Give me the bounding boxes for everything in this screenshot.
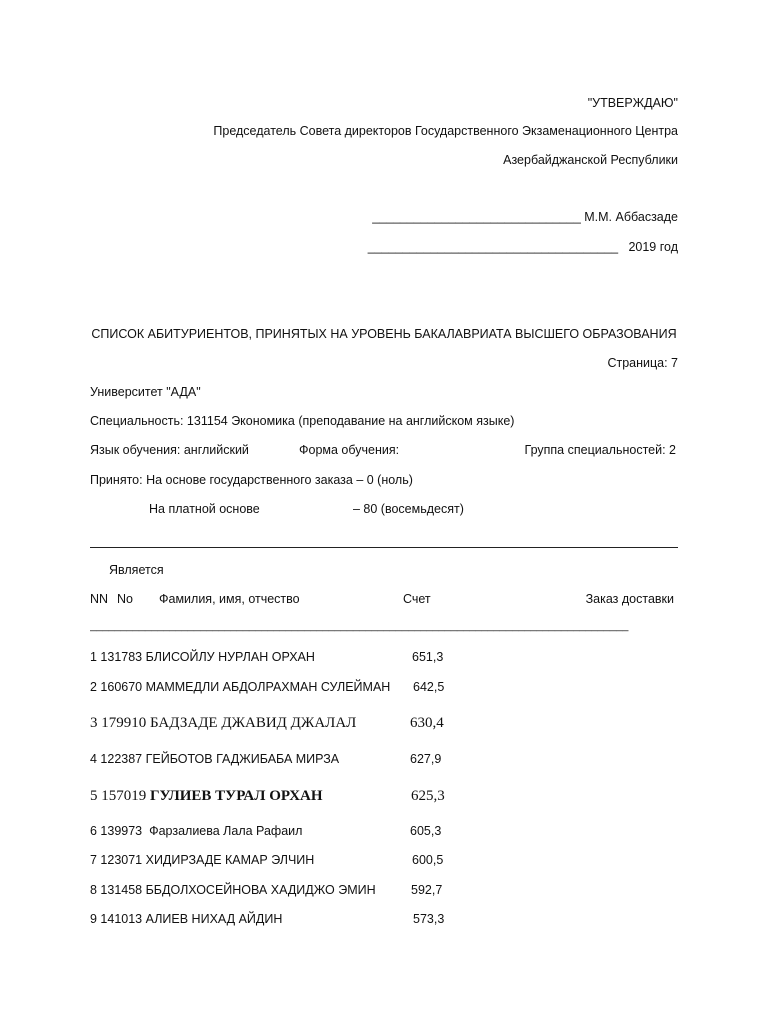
table-row-text: 8 131458 ББДОЛХОСЕЙНОВА ХАДИДЖО ЭМИН: [90, 883, 376, 897]
table-row-score: 573,3: [413, 912, 445, 926]
header-rule: [90, 547, 678, 548]
document-title: СПИСОК АБИТУРИЕНТОВ, ПРИНЯТЫХ НА УРОВЕНЬ БАКАЛАВРИАТА ВЫСШЕГО ОБРАЗОВАНИЯ: [91, 327, 677, 341]
approval-title: "УТВЕРЖДАЮ": [587, 96, 678, 110]
specialty-group: Группа специальностей: 2: [524, 443, 676, 457]
column-score: Счет: [403, 592, 431, 606]
study-form: Форма обучения:: [299, 443, 400, 457]
table-row-text: 2 160670 МАММЕДЛИ АБДОЛРАХМАН СУЛЕЙМАН: [90, 680, 391, 694]
table-row-score: 600,5: [412, 853, 444, 867]
table-row-text: 7 123071 ХИДИРЗАДЕ КАМАР ЭЛЧИН: [90, 853, 315, 867]
accepted-paid-value: – 80 (восемьдесят): [353, 502, 464, 516]
header-top-label: Является: [109, 563, 164, 577]
approval-line-2: Азербайджанской Республики: [503, 153, 678, 167]
table-row-text: 1 131783 БЛИСОЙЛУ НУРЛАН ОРХАН: [90, 650, 315, 664]
table-row-text: 3 179910 БАДЗАДЕ ДЖАВИД ДЖАЛАЛ: [90, 715, 357, 731]
column-name: Фамилия, имя, отчество: [159, 592, 300, 606]
table-row-text: 6 139973 Фарзалиева Лала Рафаил: [90, 824, 303, 838]
column-nn: NN: [90, 592, 109, 606]
table-row-number: 5 157019: [90, 788, 147, 804]
accepted-state-order: Принято: На основе государственного заказа – 0 (ноль): [90, 473, 413, 487]
page-number: Страница: 7: [607, 356, 678, 370]
table-row-score: 642,5: [413, 680, 445, 694]
date-line: ____________________________________ 2019 год: [367, 240, 678, 254]
table-row-score: 625,3: [411, 788, 445, 804]
accepted-paid-label: На платной основе: [149, 502, 260, 516]
specialty: Специальность: 131154 Экономика (преподавание на английском языке): [90, 414, 515, 428]
university: Университет "АДА": [90, 385, 201, 399]
header-underline: ________________________________________________________________________________________: [90, 621, 629, 632]
table-row-score: 592,7: [411, 883, 443, 897]
signature-line: ______________________________ М.М. Аббасзаде: [372, 210, 678, 224]
table-row-score: 651,3: [412, 650, 444, 664]
table-row-name: ГУЛИЕВ ТУРАЛ ОРХАН: [150, 788, 323, 804]
table-row-text: 4 122387 ГЕЙБОТОВ ГАДЖИБАБА МИРЗА: [90, 752, 340, 766]
table-row-score: 627,9: [410, 752, 442, 766]
table-row-score: 605,3: [410, 824, 442, 838]
table-row-text: 9 141013 АЛИЕВ НИХАД АЙДИН: [90, 912, 283, 926]
approval-line-1: Председатель Совета директоров Государственного Экзаменационного Центра: [213, 124, 678, 138]
column-delivery-order: Заказ доставки: [585, 592, 674, 606]
table-row-score: 630,4: [410, 715, 444, 731]
study-language: Язык обучения: английский: [90, 443, 249, 457]
column-no: No: [117, 592, 133, 606]
